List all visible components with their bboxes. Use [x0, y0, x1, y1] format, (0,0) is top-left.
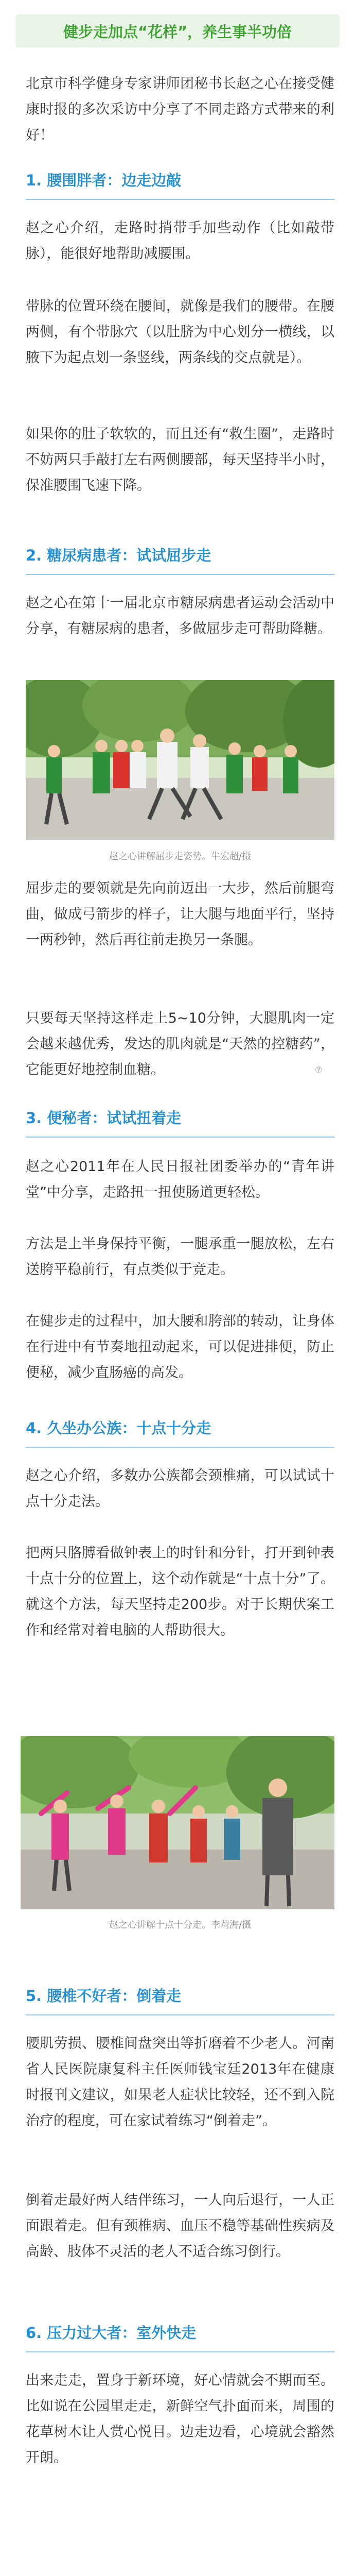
section-2-paragraph-1: 赵之心在第十一届北京市糖尿病患者运动会活动中分享，有糖尿病的患者，多做屈步走可帮助降糖。 [26, 595, 334, 637]
section-2-divider [26, 574, 334, 575]
section-4-divider [26, 1447, 334, 1448]
section-1-paragraph-3: 如果你的肚子软软的，而且还有“救生圈”，走路时不妨两只手敲打左右两侧腰部，每天坚持半小时，保准腰围飞速下降。 [26, 426, 334, 494]
section-4-paragraph-1: 赵之心介绍，多数办公族都会颈椎痛，可以试试十点十分走法。 [26, 1468, 334, 1510]
section-2-paragraph-2: 屈步走的要领就是先向前迈出一大步，然后前腿弯曲，做成弓箭步的样子，让大腿与地面平行，坚持一两秒钟，然后再往前走换另一条腿。 [26, 880, 334, 948]
intro-paragraph: 北京市科学健身专家讲师团秘书长赵之心在接受健康时报的多次采访中分享了不同走路方式带来的利好！ [26, 76, 334, 143]
section-1-paragraph-2: 带脉的位置环绕在腰间，就像是我们的腰带。在腰两侧，有个带脉穴（以肚脐为中心划分一横线，以腋下为起点划一条竖线，两条线的交点就是）。 [26, 298, 334, 366]
article-title: 健步走加点“花样”，养生事半功倍 [63, 23, 292, 41]
section-6-heading: 6. 压力过大者：室外快走 [26, 2324, 197, 2342]
article-title-banner [15, 14, 340, 47]
section-4-heading: 4. 久坐办公族：十点十分走 [26, 1419, 211, 1437]
section-5-paragraph-1: 腰肌劳损、腰椎间盘突出等折磨着不少老人。河南省人民医院康复科主任医师钱宝廷2013年在健康时报刊文建议，如果老人症状比较轻，还不到入院治疗的程度，可在家试着练习“倒着走”。 [26, 2036, 334, 2129]
section-3-paragraph-1: 赵之心2011年在人民日报社团委举办的“青年讲堂”中分享，走路扭一扭使肠道更轻松。 [26, 1159, 334, 1200]
section-1-heading: 1. 腰围胖者：边走边敲 [26, 172, 182, 189]
section-1-divider [26, 199, 334, 200]
photo-ten-ten-caption: 赵之心讲解十点十分走。李莉海/摄 [109, 1920, 252, 1930]
section-3-paragraph-2: 方法是上半身保持平衡，一腿承重一腿放松，左右送胯平稳前行，有点类似于竞走。 [26, 1236, 334, 1278]
section-2-heading: 2. 糖尿病患者：试试屈步走 [26, 547, 211, 564]
section-5-heading: 5. 腰椎不好者：倒着走 [26, 1987, 182, 2005]
section-3-heading: 3. 便秘者：试试扭着走 [26, 1109, 182, 1127]
section-3-paragraph-3: 在健步走的过程中，加大腰和胯部的转动，让身体在行进中有节奏地扭动起来，可以促进排便，防止便秘，减少直肠癌的高发。 [26, 1313, 334, 1381]
section-2-end-ref: ⑦ [315, 1065, 323, 1075]
section-5-divider [26, 2014, 334, 2015]
section-3-divider [26, 1137, 334, 1138]
section-4-paragraph-2: 把两只胳膊看做钟表上的时针和分针，打开到钟表十点十分的位置上，这个动作就是“十点十分”了。就这个方法，每天坚持走200步。对于长期伏案工作和经常对着电脑的人帮助很大。 [26, 1545, 334, 1638]
section-2-paragraph-3: 只要每天坚持这样走上5~10分钟，大腿肌肉一定会越来越优秀，发达的肌肉就是“天然的控糖药”，它能更好地控制血糖。 [26, 1010, 334, 1078]
photo-ten-ten-walk [21, 1736, 334, 1909]
section-6-paragraph-1: 出来走走，置身于新环境，好心情就会不期而至。比如说在公园里走走，新鲜空气扑面而来，周围的花草树木让人赏心悦目。边走边看，心境就会豁然开朗。 [26, 2372, 334, 2466]
section-6-divider [26, 2351, 334, 2352]
section-5-paragraph-2: 倒着走最好两人结伴练习，一人向后退行，一人正面跟着走。但有颈椎病、血压不稳等基础性疾病及高龄、肢体不灵活的老人不适合练习倒行。 [26, 2192, 334, 2260]
section-1-paragraph-1: 赵之心介绍，走路时捎带手加些动作（比如敲带脉），能很好地帮助减腰围。 [26, 220, 334, 262]
photo-bent-step-walk [26, 680, 334, 840]
photo-bent-step-caption: 赵之心讲解屈步走姿势。牛宏超/摄 [109, 851, 252, 862]
